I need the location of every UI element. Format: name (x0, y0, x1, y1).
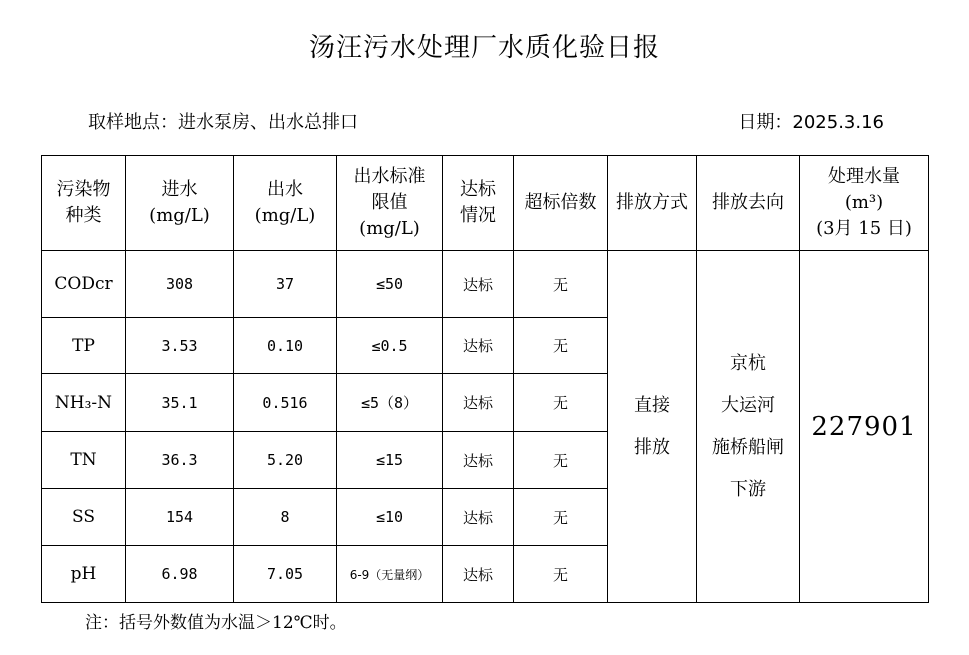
compliance-status: 达标 (443, 374, 514, 432)
report-date-label: 日期： (738, 112, 793, 133)
standard-limit: ≤5（8） (337, 374, 443, 432)
pollutant-name: TN (42, 432, 126, 489)
header-discharge-method: 排放方式 (608, 156, 697, 251)
header-row (42, 156, 929, 251)
effluent-value: 0.516 (234, 374, 337, 432)
discharge-destination: 京杭 大运河 施桥船闸 下游 (697, 251, 800, 603)
exceed-multiple: 无 (514, 489, 608, 546)
influent-value: 6.98 (126, 546, 234, 603)
header-compliance: 达标 情况 (443, 156, 514, 251)
treated-volume: 227901 (800, 251, 929, 603)
report-title: 汤汪污水处理厂水质化验日报 (308, 33, 660, 63)
compliance-status: 达标 (443, 432, 514, 489)
header-pollutant: 污染物 种类 (42, 156, 126, 251)
standard-limit: ≤0.5 (337, 318, 443, 374)
sampling-location-label: 取样地点： (88, 112, 178, 133)
header-influent: 进水 (mg/L) (126, 156, 234, 251)
effluent-value: 5.20 (234, 432, 337, 489)
effluent-value: 0.10 (234, 318, 337, 374)
exceed-multiple: 无 (514, 318, 608, 374)
sampling-location (88, 110, 358, 136)
compliance-status: 达标 (443, 489, 514, 546)
exceed-multiple: 无 (514, 546, 608, 603)
pollutant-name: NH₃-N (42, 374, 126, 432)
report-date (738, 110, 884, 136)
influent-value: 36.3 (126, 432, 234, 489)
report-date-value: 2025.3.16 (792, 112, 884, 133)
pollutant-name: SS (42, 489, 126, 546)
header-standard-limit: 出水标准 限值 (mg/L) (337, 156, 443, 251)
effluent-value: 7.05 (234, 546, 337, 603)
compliance-status: 达标 (443, 546, 514, 603)
exceed-multiple: 无 (514, 251, 608, 318)
pollutant-name: TP (42, 318, 126, 374)
influent-value: 308 (126, 251, 234, 318)
influent-value: 3.53 (126, 318, 234, 374)
header-effluent: 出水 (mg/L) (234, 156, 337, 251)
standard-limit: 6-9（无量纲） (337, 546, 443, 603)
header-discharge-destination: 排放去向 (697, 156, 800, 251)
exceed-multiple: 无 (514, 374, 608, 432)
footnote: 注：括号外数值为水温＞12℃时。 (85, 613, 347, 633)
standard-limit: ≤50 (337, 251, 443, 318)
standard-limit: ≤15 (337, 432, 443, 489)
water-quality-table (41, 155, 929, 603)
discharge-method: 直接 排放 (608, 251, 697, 603)
standard-limit: ≤10 (337, 489, 443, 546)
sampling-location-value: 进水泵房、出水总排口 (178, 112, 358, 133)
exceed-multiple: 无 (514, 432, 608, 489)
header-treated-volume: 处理水量 (m³) (3月 15 日) (800, 156, 929, 251)
table-row (42, 251, 929, 318)
compliance-status: 达标 (443, 318, 514, 374)
influent-value: 154 (126, 489, 234, 546)
effluent-value: 8 (234, 489, 337, 546)
effluent-value: 37 (234, 251, 337, 318)
pollutant-name: CODcr (42, 251, 126, 318)
influent-value: 35.1 (126, 374, 234, 432)
compliance-status: 达标 (443, 251, 514, 318)
header-exceed-multiple: 超标倍数 (514, 156, 608, 251)
pollutant-name: pH (42, 546, 126, 603)
